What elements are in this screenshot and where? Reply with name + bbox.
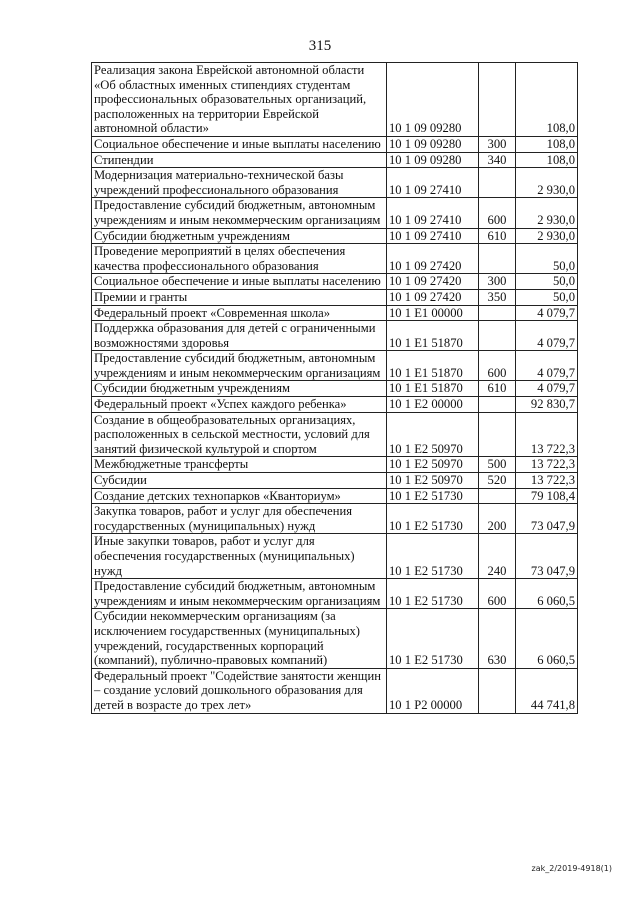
row-expense-type-cell	[479, 668, 516, 713]
row-name-cell: Модернизация материально-технической базы учреждений профессионального образования	[92, 168, 387, 198]
row-code-cell: 10 1 E2 50970	[387, 457, 479, 473]
table-row	[92, 504, 578, 534]
row-amount-cell: 4 079,7	[516, 351, 578, 381]
row-amount-cell: 108,0	[516, 63, 578, 137]
row-expense-type-cell: 200	[479, 504, 516, 534]
table-row	[92, 244, 578, 274]
row-code-cell: 10 1 E1 00000	[387, 305, 479, 321]
row-expense-type-cell	[479, 244, 516, 274]
table-row	[92, 668, 578, 713]
table-row	[92, 473, 578, 489]
row-expense-type-cell: 630	[479, 609, 516, 668]
row-amount-cell: 92 830,7	[516, 397, 578, 413]
row-code-cell: 10 1 E1 51870	[387, 351, 479, 381]
row-amount-cell: 50,0	[516, 289, 578, 305]
row-expense-type-cell	[479, 321, 516, 351]
row-code-cell: 10 1 09 09280	[387, 136, 479, 152]
row-name-cell: Создание детских технопарков «Кванториум»	[92, 488, 387, 504]
table-row	[92, 228, 578, 244]
row-name-cell: Межбюджетные трансферты	[92, 457, 387, 473]
table-row	[92, 321, 578, 351]
table-row	[92, 397, 578, 413]
table-row	[92, 168, 578, 198]
row-amount-cell: 6 060,5	[516, 609, 578, 668]
row-name-cell: Социальное обеспечение и иные выплаты населению	[92, 274, 387, 290]
row-expense-type-cell: 610	[479, 381, 516, 397]
row-expense-type-cell: 300	[479, 136, 516, 152]
row-amount-cell: 108,0	[516, 152, 578, 168]
row-code-cell: 10 1 09 09280	[387, 152, 479, 168]
row-code-cell: 10 1 09 27420	[387, 274, 479, 290]
row-expense-type-cell: 600	[479, 579, 516, 609]
row-amount-cell: 79 108,4	[516, 488, 578, 504]
table-row	[92, 198, 578, 228]
row-code-cell: 10 1 E2 51730	[387, 488, 479, 504]
table-row	[92, 136, 578, 152]
row-expense-type-cell: 600	[479, 198, 516, 228]
row-expense-type-cell: 300	[479, 274, 516, 290]
row-amount-cell: 4 079,7	[516, 305, 578, 321]
row-expense-type-cell: 600	[479, 351, 516, 381]
table-row	[92, 412, 578, 457]
row-amount-cell: 44 741,8	[516, 668, 578, 713]
row-expense-type-cell: 500	[479, 457, 516, 473]
row-code-cell: 10 1 09 27410	[387, 168, 479, 198]
table-row	[92, 152, 578, 168]
row-name-cell: Стипендии	[92, 152, 387, 168]
row-name-cell: Федеральный проект «Современная школа»	[92, 305, 387, 321]
row-amount-cell: 13 722,3	[516, 412, 578, 457]
row-amount-cell: 13 722,3	[516, 457, 578, 473]
row-code-cell: 10 1 09 09280	[387, 63, 479, 137]
row-expense-type-cell: 340	[479, 152, 516, 168]
row-code-cell: 10 1 09 27420	[387, 244, 479, 274]
row-expense-type-cell	[479, 397, 516, 413]
row-code-cell: 10 1 E2 50970	[387, 473, 479, 489]
row-amount-cell: 4 079,7	[516, 381, 578, 397]
row-amount-cell: 108,0	[516, 136, 578, 152]
row-expense-type-cell: 350	[479, 289, 516, 305]
row-name-cell: Субсидии	[92, 473, 387, 489]
row-expense-type-cell: 520	[479, 473, 516, 489]
table-row	[92, 274, 578, 290]
table-row	[92, 289, 578, 305]
row-name-cell: Предоставление субсидий бюджетным, автономным учреждениям и иным некоммерческим организациям	[92, 351, 387, 381]
row-expense-type-cell	[479, 412, 516, 457]
row-amount-cell: 73 047,9	[516, 504, 578, 534]
document-code: zak_2/2019-4918(1)	[531, 864, 612, 873]
row-name-cell: Иные закупки товаров, работ и услуг для обеспечения государственных (муниципальных) нужд	[92, 534, 387, 579]
row-name-cell: Предоставление субсидий бюджетным, автономным учреждениям и иным некоммерческим организациям	[92, 198, 387, 228]
row-code-cell: 10 1 09 27410	[387, 228, 479, 244]
row-name-cell: Закупка товаров, работ и услуг для обеспечения государственных (муниципальных) нужд	[92, 504, 387, 534]
row-code-cell: 10 1 E2 50970	[387, 412, 479, 457]
row-expense-type-cell	[479, 168, 516, 198]
row-name-cell: Поддержка образования для детей с ограниченными возможностями здоровья	[92, 321, 387, 351]
row-code-cell: 10 1 E2 51730	[387, 504, 479, 534]
row-name-cell: Федеральный проект "Содействие занятости женщин – создание условий дошкольного образования для детей в возрасте до трех лет»	[92, 668, 387, 713]
row-expense-type-cell	[479, 63, 516, 137]
row-code-cell: 10 1 P2 00000	[387, 668, 479, 713]
row-name-cell: Предоставление субсидий бюджетным, автономным учреждениям и иным некоммерческим организациям	[92, 579, 387, 609]
table-row	[92, 488, 578, 504]
row-code-cell: 10 1 E2 51730	[387, 579, 479, 609]
row-code-cell: 10 1 E1 51870	[387, 321, 479, 351]
row-name-cell: Премии и гранты	[92, 289, 387, 305]
row-amount-cell: 73 047,9	[516, 534, 578, 579]
row-code-cell: 10 1 E2 51730	[387, 534, 479, 579]
row-code-cell: 10 1 09 27420	[387, 289, 479, 305]
row-code-cell: 10 1 E2 51730	[387, 609, 479, 668]
row-amount-cell: 13 722,3	[516, 473, 578, 489]
page-number: 315	[308, 38, 332, 54]
table-row	[92, 609, 578, 668]
row-code-cell: 10 1 E1 51870	[387, 381, 479, 397]
row-name-cell: Социальное обеспечение и иные выплаты населению	[92, 136, 387, 152]
row-name-cell: Проведение мероприятий в целях обеспечения качества профессионального образования	[92, 244, 387, 274]
row-name-cell: Субсидии бюджетным учреждениям	[92, 381, 387, 397]
row-amount-cell: 50,0	[516, 244, 578, 274]
table-row	[92, 381, 578, 397]
table-row	[92, 534, 578, 579]
row-name-cell: Реализация закона Еврейской автономной области «Об областных именных стипендиях студентам профессиональных образовательных организаций, расположенных на территории Еврейской автономной области»	[92, 63, 387, 137]
table-row	[92, 351, 578, 381]
row-expense-type-cell	[479, 488, 516, 504]
table-row	[92, 305, 578, 321]
row-amount-cell: 4 079,7	[516, 321, 578, 351]
table-row	[92, 457, 578, 473]
row-amount-cell: 50,0	[516, 274, 578, 290]
table-row	[92, 63, 578, 137]
budget-table	[91, 62, 578, 714]
row-expense-type-cell	[479, 305, 516, 321]
row-amount-cell: 2 930,0	[516, 228, 578, 244]
row-name-cell: Субсидии некоммерческим организациям (за исключением государственных (муниципальных) учреждений, государственных корпораций (компаний), публично-правовых компаний)	[92, 609, 387, 668]
row-name-cell: Создание в общеобразовательных организациях, расположенных в сельской местности, условий для занятий физической культурой и спортом	[92, 412, 387, 457]
row-amount-cell: 6 060,5	[516, 579, 578, 609]
table-row	[92, 579, 578, 609]
row-name-cell: Субсидии бюджетным учреждениям	[92, 228, 387, 244]
row-amount-cell: 2 930,0	[516, 168, 578, 198]
row-amount-cell: 2 930,0	[516, 198, 578, 228]
row-expense-type-cell: 240	[479, 534, 516, 579]
row-name-cell: Федеральный проект «Успех каждого ребенка»	[92, 397, 387, 413]
budget-table-body	[92, 63, 578, 714]
row-code-cell: 10 1 E2 00000	[387, 397, 479, 413]
row-code-cell: 10 1 09 27410	[387, 198, 479, 228]
row-expense-type-cell: 610	[479, 228, 516, 244]
